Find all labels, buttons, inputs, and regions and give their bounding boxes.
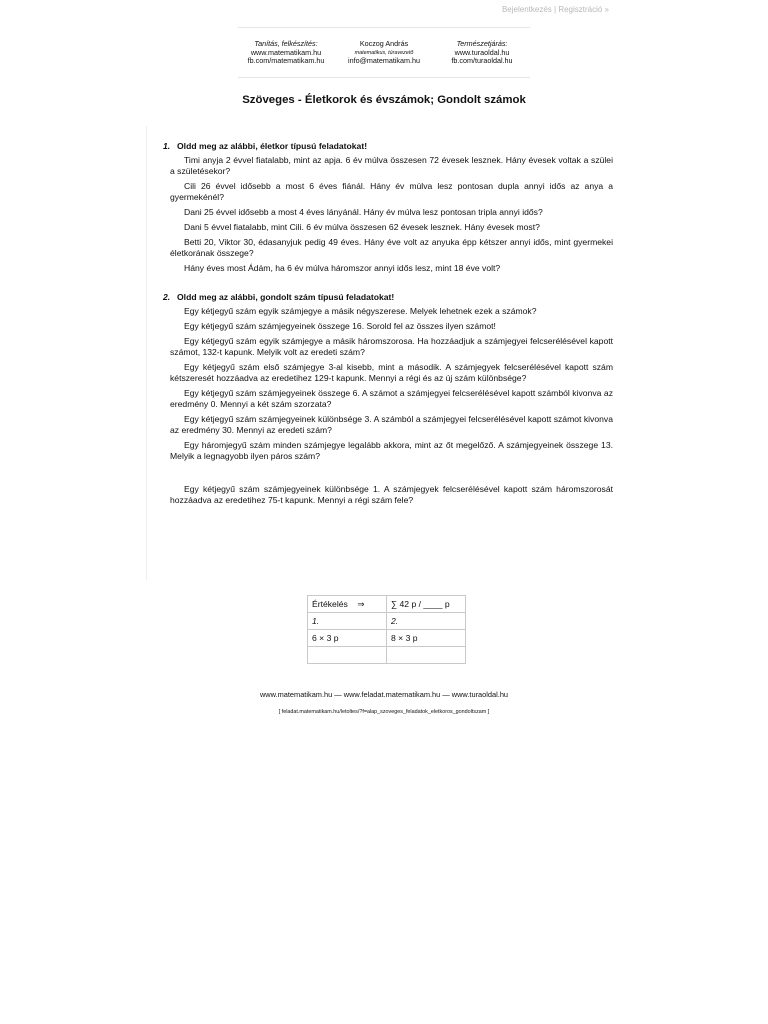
margin-line bbox=[146, 126, 147, 580]
header-left-title: Tanítás, felkészítés: bbox=[254, 39, 318, 48]
footer-url: [ feladat.matematikam.hu/letoltes/?f=alap_szoveges_feladatok_eletkoros_gondoltszam ] bbox=[278, 709, 490, 715]
auth-links bbox=[502, 5, 609, 14]
score-col1-number: 1. bbox=[308, 613, 387, 630]
score-col1-points: 6 × 3 p bbox=[308, 630, 387, 647]
problem-1-3: Dani 25 évvel idősebb a most 4 éves lányánál. Hány év múlva lesz pontosan tripla annyi idős? bbox=[184, 207, 543, 217]
score-col1-blank[interactable] bbox=[308, 647, 387, 664]
worksheet-content bbox=[163, 141, 613, 510]
page-title: Szöveges - Életkorok és évszámok; Gondolt számok bbox=[242, 94, 526, 106]
section-1-number: 1. bbox=[163, 141, 171, 151]
problem-2-1: Egy kétjegyű szám egyik számjegye a másik négyszerese. Melyek lehetnek ezek a számok? bbox=[184, 306, 537, 316]
score-total: ∑ 42 p / ____ p bbox=[387, 596, 466, 613]
author-role: matematikus, túravezető bbox=[354, 49, 414, 56]
header-left-line2: fb.com/matematikam.hu bbox=[247, 56, 325, 66]
author-name: Koczog András bbox=[359, 39, 409, 48]
problem-2-4: Egy kétjegyű szám első számjegye 3-al kisebb, mint a második. A számjegyek felcserélésével kapott szám kétszeresét hozzáadva az eredetihez 129-t kapunk. Mennyi a régi és az új szám különbsége? bbox=[170, 362, 613, 383]
problem-2-2: Egy kétjegyű szám számjegyeinek összege 16. Sorold fel az összes ilyen számot! bbox=[184, 321, 496, 331]
register-link[interactable]: Regisztráció » bbox=[558, 5, 609, 14]
score-col2-points: 8 × 3 p bbox=[387, 630, 466, 647]
score-table bbox=[307, 595, 466, 664]
score-col2-blank[interactable] bbox=[387, 647, 466, 664]
author-email: info@matematikam.hu bbox=[347, 56, 420, 66]
problem-2-extra: Egy kétjegyű szám számjegyeinek különbsége 1. A számjegyek felcserélésével kapott szám háromszorosát hozzáadva az eredetihez 75-t kapunk. Mennyi a régi szám fele? bbox=[170, 484, 613, 505]
header-right-line1: www.turaoldal.hu bbox=[454, 47, 510, 57]
section-1 bbox=[163, 141, 613, 274]
problem-1-5: Betti 20, Viktor 30, édasanyjuk pedig 49 éves. Hány éve volt az anyuka épp kétszer annyi idős, mint gyermekei életkorának összege? bbox=[170, 237, 613, 258]
section-1-heading bbox=[163, 141, 613, 152]
problem-2-6: Egy kétjegyű szám számjegyeinek különbsége 3. A számból a számjegyei felcserélésével kapott számot kivonva az eredmény 30. Mennyi az eredeti szám? bbox=[170, 414, 613, 435]
problem-1-1: Timi anyja 2 évvel fiatalabb, mint az apja. 6 év múlva összesen 72 évesek lesznek. Hány évesek voltak a szülei a születésekor? bbox=[170, 155, 613, 176]
header-right bbox=[434, 40, 530, 66]
header-right-line2: fb.com/turaoldal.hu bbox=[451, 56, 513, 66]
header-bottom-divider bbox=[238, 77, 530, 78]
header-middle bbox=[336, 40, 432, 66]
section-2-number: 2. bbox=[163, 292, 171, 302]
score-col2-number: 2. bbox=[387, 613, 466, 630]
section-1-heading-text: Oldd meg az alábbi, életkor típusú feladatokat! bbox=[177, 141, 368, 151]
section-2-heading-text: Oldd meg az alábbi, gondolt szám típusú feladatokat! bbox=[177, 292, 395, 302]
section-2 bbox=[163, 292, 613, 506]
auth-separator: | bbox=[554, 5, 557, 14]
score-header-cell bbox=[308, 596, 387, 613]
problem-1-4: Dani 5 évvel fiatalabb, mint Cili. 6 év múlva összesen 62 évesek lesznek. Hány évesek most? bbox=[184, 222, 540, 232]
problem-2-5: Egy kétjegyű szám számjegyeinek összege 6. A számot a számjegyei felcserélésével kapott számból kivonva az eredmény 0. Mennyi a két szám szorzata? bbox=[170, 388, 613, 409]
section-2-heading bbox=[163, 292, 613, 303]
login-link[interactable]: Bejelentkezés bbox=[501, 5, 552, 14]
header-top-divider bbox=[238, 27, 530, 28]
header-right-title: Természetjárás: bbox=[456, 39, 508, 48]
problem-2-7: Egy háromjegyű szám minden számjegye legalább akkora, mint az őt megelőző. A számjegyeinek összege 13. Melyik a legnagyobb ilyen páros szám? bbox=[170, 440, 613, 461]
footer-links: www.matematikam.hu — www.feladat.matematikam.hu — www.turaoldal.hu bbox=[259, 690, 509, 699]
problem-1-6: Hány éves most Ádám, ha 6 év múlva háromszor annyi idős lesz, mint 18 éve volt? bbox=[184, 263, 501, 273]
problem-2-3: Egy kétjegyű szám egyik számjegye a másik háromszorosa. Ha hozzáadjuk a számjegyei felcserélésével kapott számot, 132-t kapunk. Melyik volt az eredeti szám? bbox=[170, 336, 613, 357]
document-header bbox=[238, 40, 530, 66]
score-label: Értékelés bbox=[312, 598, 348, 609]
arrow-icon: ⇒ bbox=[357, 598, 365, 609]
header-left bbox=[238, 40, 334, 66]
problem-1-2: Cili 26 évvel idősebb a most 6 éves fiánál. Hány év múlva lesz pontosan dupla annyi idős az anya a gyermekénél? bbox=[170, 181, 613, 202]
header-left-line1: www.matematikam.hu bbox=[250, 47, 322, 57]
